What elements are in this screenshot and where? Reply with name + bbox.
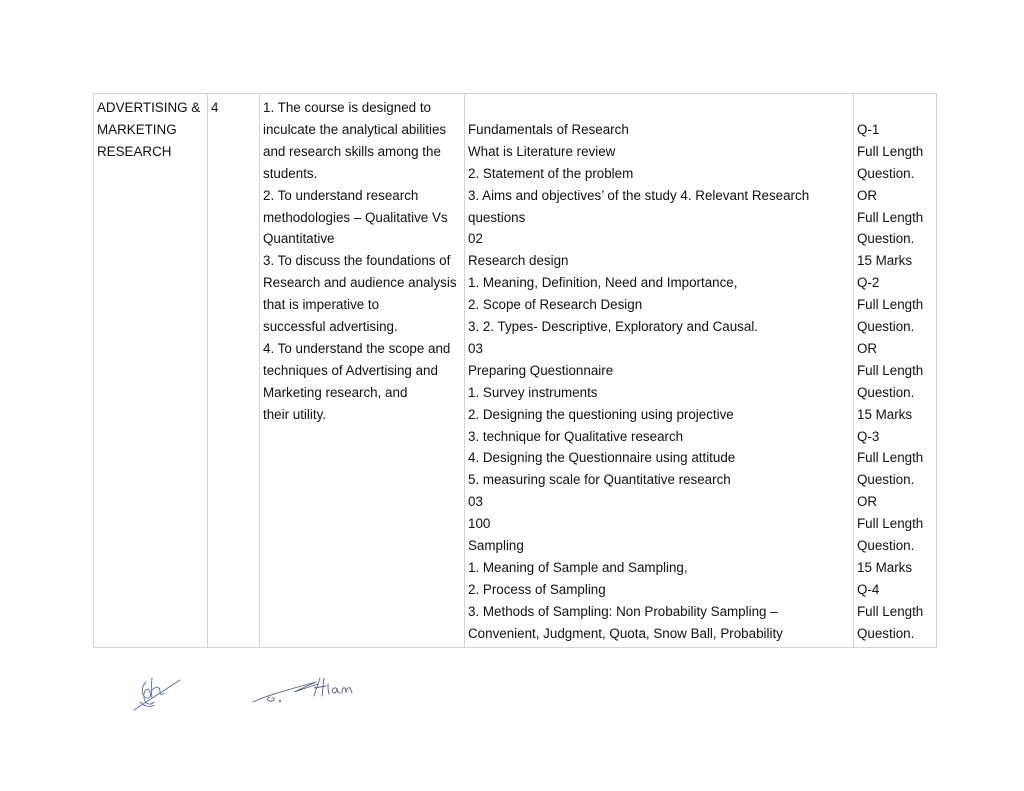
content-line: 1. Meaning, Definition, Need and Importance, [468, 275, 738, 291]
content-line: 2. Process of Sampling [468, 581, 606, 597]
exam-pattern-line: Q-3 [857, 428, 880, 444]
objective-line: their utility. [263, 406, 327, 422]
objective-line: 1. The course is designed to [263, 100, 431, 115]
content-line: 03 [468, 494, 483, 510]
exam-pattern-line: Question. [857, 472, 915, 488]
content-line: questions [468, 209, 526, 225]
objectives-cell [260, 94, 465, 648]
credits-cell [208, 94, 260, 648]
exam-pattern-line: OR [857, 340, 878, 356]
exam-pattern-line: Question. [857, 231, 915, 247]
content-line: 1. Survey instruments [468, 384, 598, 400]
exam-pattern-line: Full Length [857, 143, 924, 159]
content-line: Convenient, Judgment, Quota, Snow Ball, Probability [468, 625, 783, 641]
content-line: 2. Scope of Research Design [468, 297, 643, 313]
content-line: 3. 2. Types- Descriptive, Exploratory and Causal. [468, 319, 759, 335]
exam-pattern-line: Q-1 [857, 121, 880, 137]
exam-pattern-cell [854, 94, 937, 648]
objective-line: that is imperative to [263, 297, 380, 313]
course-name-line: RESEARCH [97, 143, 172, 159]
exam-pattern-line: Q-4 [857, 581, 880, 597]
content-line: Sampling [468, 538, 524, 554]
exam-pattern-line: Q-2 [857, 275, 880, 291]
objective-line: successful advertising. [263, 319, 398, 335]
course-name-line: ADVERTISING & [97, 100, 201, 115]
exam-pattern-line: Full Length [857, 209, 924, 225]
exam-pattern-line: Question. [857, 384, 915, 400]
content-line: What is Literature review [468, 143, 616, 159]
content-line: 5. measuring scale for Quantitative research [468, 472, 731, 488]
objective-line: Quantitative [263, 231, 335, 247]
exam-pattern-line: 15 Marks [857, 406, 913, 422]
exam-pattern-line: Question. [857, 625, 915, 641]
exam-pattern-line: 15 Marks [857, 253, 913, 269]
content-line: 4. Designing the Questionnaire using attitude [468, 450, 736, 466]
table-row [94, 94, 937, 648]
content-line: Preparing Questionnaire [468, 362, 614, 378]
content-cell [465, 94, 854, 648]
course-name-cell [94, 94, 208, 648]
objective-line: 3. To discuss the foundations of [263, 253, 451, 269]
content-line: Fundamentals of Research [468, 121, 629, 137]
exam-pattern-line: Full Length [857, 297, 924, 313]
content-line: 03 [468, 340, 483, 356]
objective-line: Research and audience analysis [263, 275, 457, 291]
content-line: 2. Designing the questioning using projective [468, 406, 734, 422]
objective-line: 2. To understand research [263, 187, 419, 203]
exam-pattern-line: Question. [857, 165, 915, 181]
content-line: 100 [468, 516, 491, 532]
objective-line: techniques of Advertising and [263, 362, 438, 378]
objective-line: and research skills among the [263, 143, 441, 159]
syllabus-table [93, 93, 937, 648]
exam-pattern-line: OR [857, 494, 878, 510]
content-line: Research design [468, 253, 569, 269]
content-line: 1. Meaning of Sample and Sampling, [468, 560, 688, 576]
blank-line [468, 97, 851, 119]
signature-1 [132, 672, 184, 714]
course-name-line: MARKETING [97, 121, 177, 137]
content-line: 02 [468, 231, 483, 247]
content-line: 2. Statement of the problem [468, 165, 634, 181]
exam-pattern-line: Full Length [857, 450, 924, 466]
exam-pattern-line: 15 Marks [857, 560, 913, 576]
objective-line: Marketing research, and [263, 384, 408, 400]
blank-line [857, 97, 934, 119]
exam-pattern-line: Full Length [857, 516, 924, 532]
content-line: 3. Methods of Sampling: Non Probability Sampling – [468, 603, 778, 619]
exam-pattern-line: Full Length [857, 362, 924, 378]
objective-line: students. [263, 165, 318, 181]
objective-line: inculcate the analytical abilities [263, 121, 447, 137]
objective-line: methodologies – Qualitative Vs [263, 209, 448, 225]
exam-pattern-line: Question. [857, 319, 915, 335]
signature-2 [250, 674, 360, 708]
objective-line: 4. To understand the scope and [263, 340, 451, 356]
exam-pattern-line: OR [857, 187, 878, 203]
content-line: 3. Aims and objectives’ of the study 4. Relevant Research [468, 187, 810, 203]
credits-value: 4 [211, 100, 219, 115]
exam-pattern-line: Full Length [857, 603, 924, 619]
content-line: 3. technique for Qualitative research [468, 428, 684, 444]
exam-pattern-line: Question. [857, 538, 915, 554]
